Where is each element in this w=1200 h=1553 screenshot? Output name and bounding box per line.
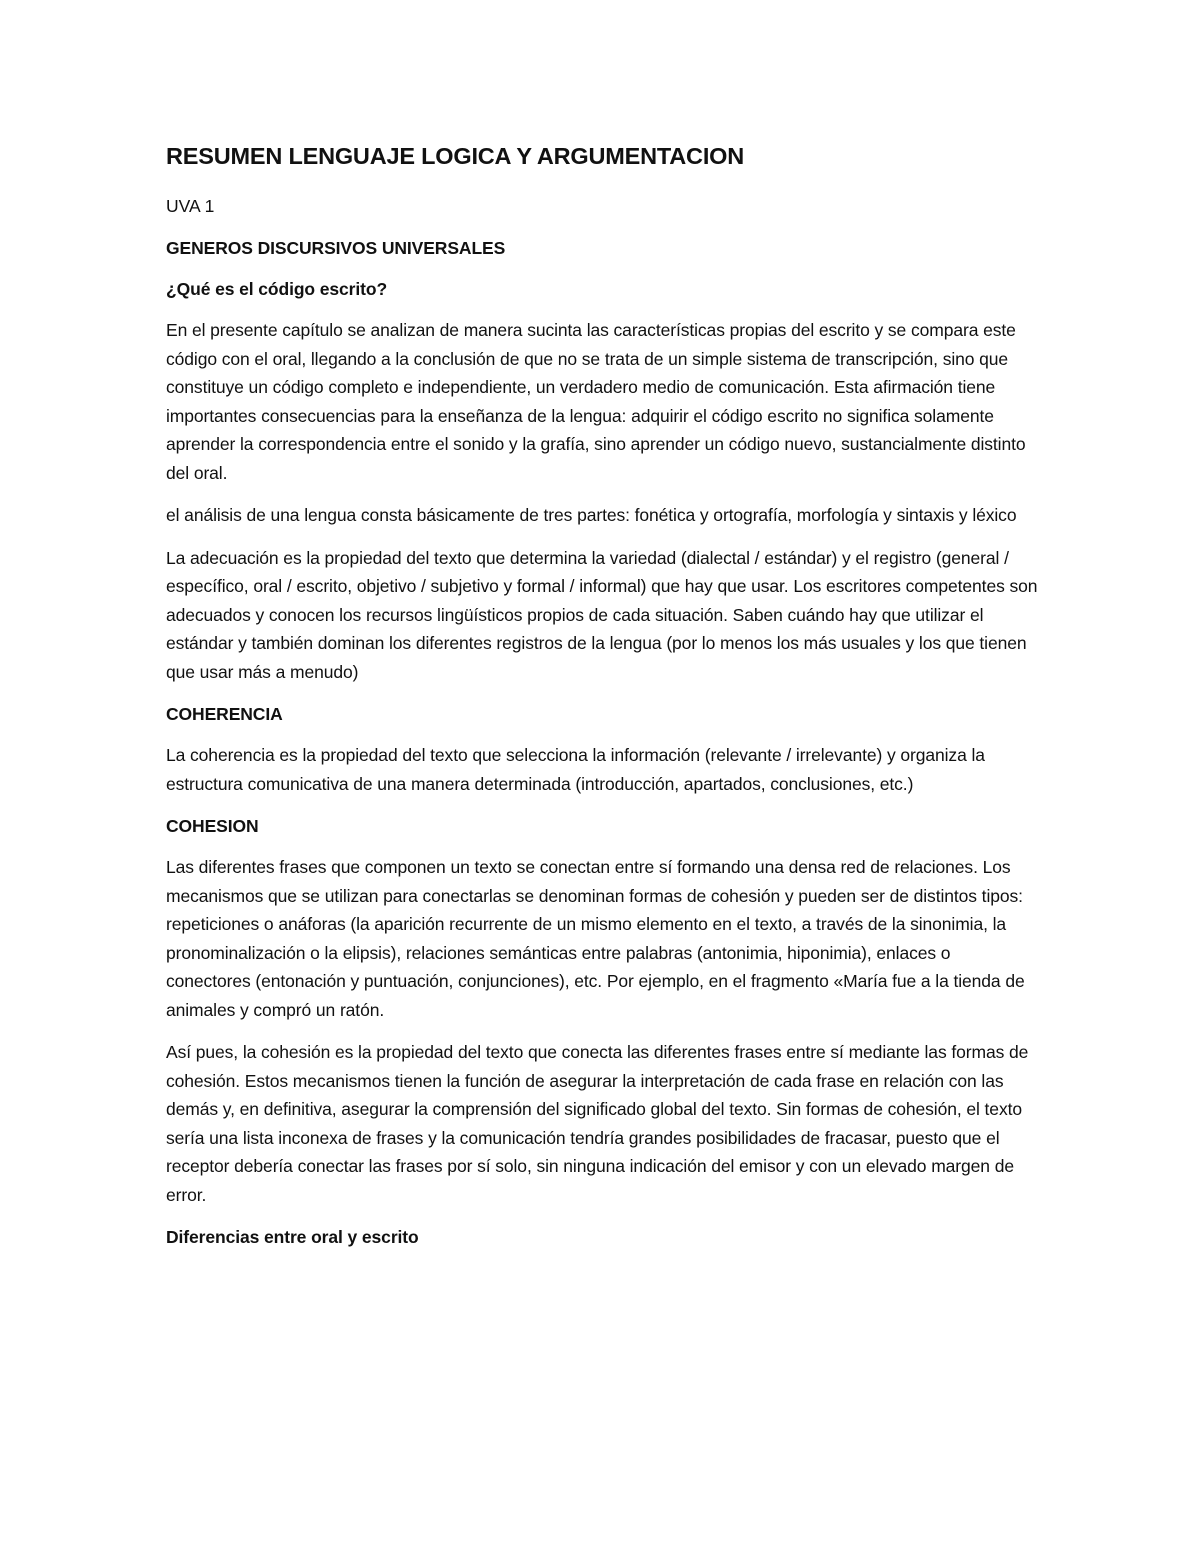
document-title: RESUMEN LENGUAJE LOGICA Y ARGUMENTACION <box>166 143 745 169</box>
paragraph-analisis-lengua: el análisis de una lengua consta básicamente de tres partes: fonética y ortografía, morfología y sintaxis y léxico <box>166 505 1017 525</box>
section-heading-generos: GENEROS DISCURSIVOS UNIVERSALES <box>166 238 506 258</box>
unit-label: UVA 1 <box>166 196 215 216</box>
paragraph-cohesion-definicion: Así pues, la cohesión es la propiedad del texto que conecta las diferentes frases entre sí mediante las formas de cohesión. Estos mecanismos tienen la función de asegurar la interpretación de cada frase en relación con las demás y, en definitiva, asegurar la comprensión del significado global del texto. Sin formas de cohesión, el texto sería una lista inconexa de frases y la comunicación tendría grandes posibilidades de fracasar, puesto que el receptor debería conectar las frases por sí solo, sin ninguna indicación del emisor y con un elevado margen de error. <box>166 1042 1029 1205</box>
paragraph-codigo-escrito: En el presente capítulo se analizan de manera sucinta las características propias del escrito y se compara este código con el oral, llegando a la conclusión de que no se trata de un simple sistema de transcripción, sino que constituye un código completo e independiente, un verdadero medio de comunicación. Esta afirmación tiene importantes consecuencias para la enseñanza de la lengua: adquirir el código escrito no significa solamente aprender la correspondencia entre el sonido y la grafía, sino aprender un código nuevo, sustancialmente distinto del oral. <box>166 320 1026 483</box>
section-heading-cohesion: COHESION <box>166 816 259 836</box>
section-heading-diferencias: Diferencias entre oral y escrito <box>166 1227 419 1247</box>
paragraph-cohesion-frases: Las diferentes frases que componen un texto se conectan entre sí formando una densa red de relaciones. Los mecanismos que se utilizan para conectarlas se denominan formas de cohesión y pueden ser de distintos tipos: repeticiones o anáforas (la aparición recurrente de un mismo elemento en el texto, a través de la sinonimia, la pronominalización o la elipsis), relaciones semánticas entre palabras (antonimia, hiponimia), enlaces o conectores (entonación y puntuación, conjunciones), etc. Por ejemplo, en el fragmento «María fue a la tienda de animales y compró un ratón. <box>166 857 1025 1020</box>
paragraph-adecuacion: La adecuación es la propiedad del texto que determina la variedad (dialectal / estándar) y el registro (general / específico, oral / escrito, objetivo / subjetivo y formal / informal) que hay que usar. Los escritores competentes son adecuados y conocen los recursos lingüísticos propios de cada situación. Saben cuándo hay que utilizar el estándar y también dominan los diferentes registros de la lengua (por lo menos los más usuales y los que tienen que usar más a menudo) <box>166 547 1038 682</box>
document-body <box>166 140 1038 1264</box>
question-heading-codigo: ¿Qué es el código escrito? <box>166 279 388 299</box>
paragraph-coherencia: La coherencia es la propiedad del texto que selecciona la información (relevante / irrelevante) y organiza la estructura comunicativa de una manera determinada (introducción, apartados, conclusiones, etc.) <box>166 745 985 794</box>
section-heading-coherencia: COHERENCIA <box>166 704 283 724</box>
